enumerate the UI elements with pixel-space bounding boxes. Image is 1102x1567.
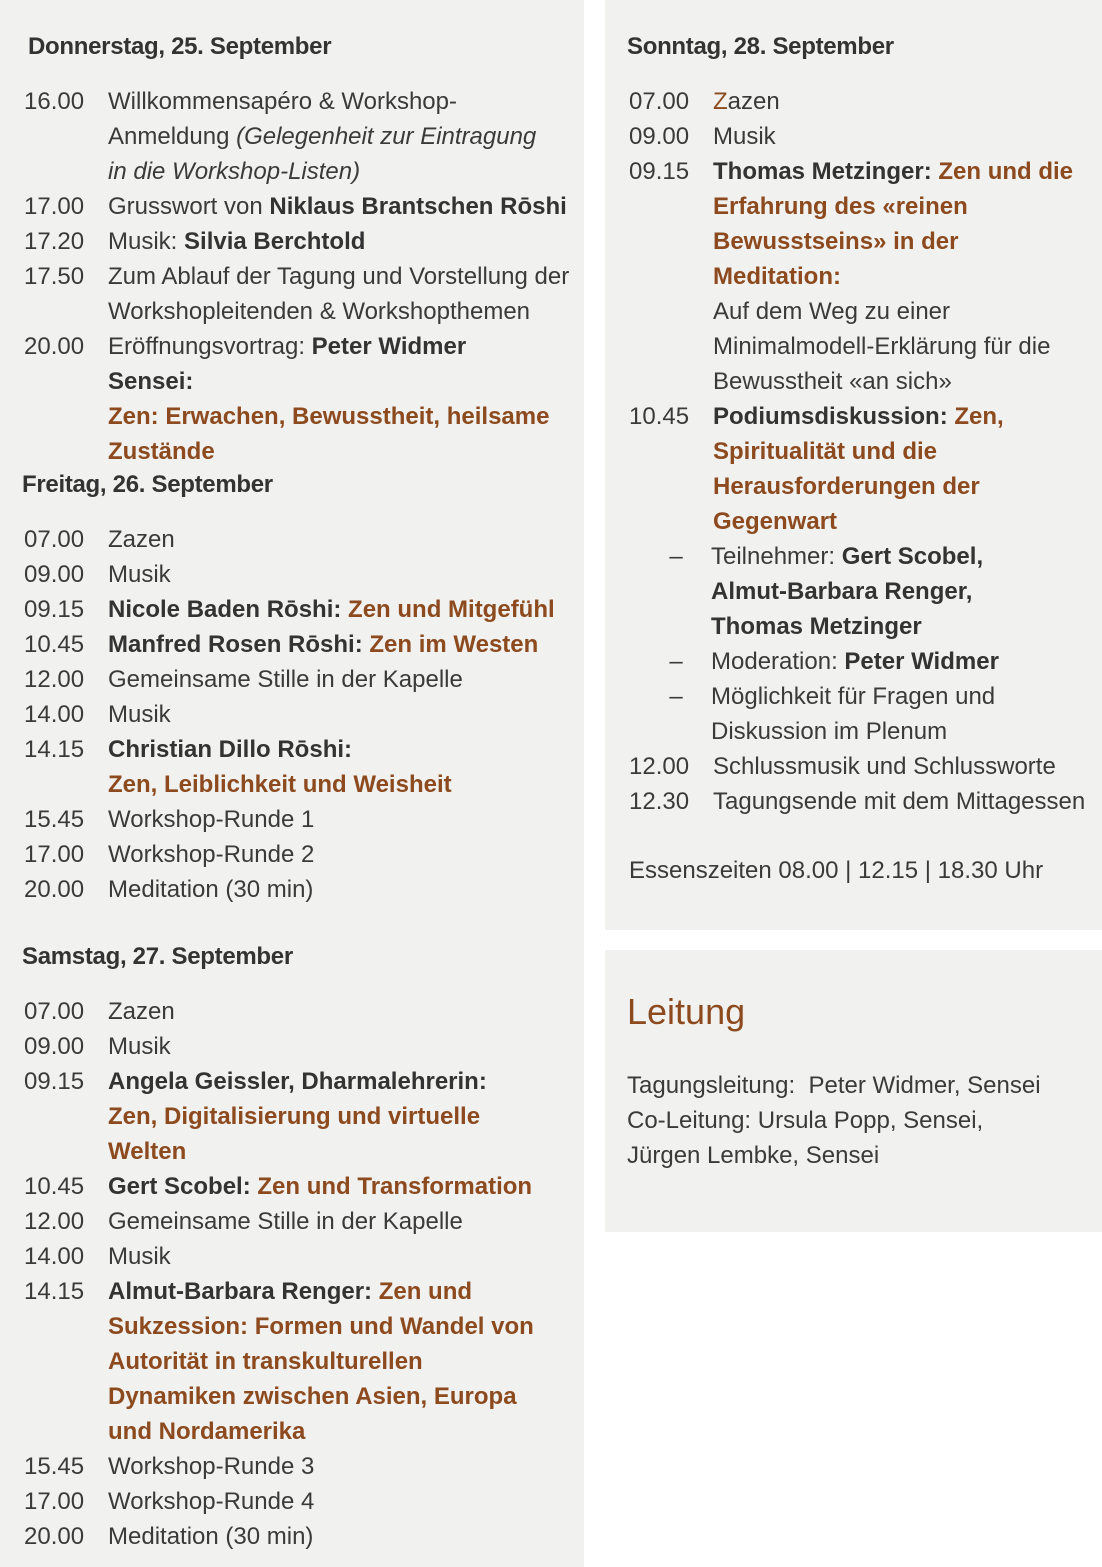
- entry-time: 14.15: [24, 736, 85, 763]
- entry-text: Zum Ablauf der Tagung und Vorstellung der Workshopleitenden & Workshopthemen: [108, 263, 570, 325]
- schedule-entry: [22, 872, 580, 907]
- schedule-entry: [22, 557, 580, 592]
- schedule-entry: [22, 1029, 580, 1064]
- entry-time: 07.00: [629, 88, 690, 115]
- schedule-entry: [627, 119, 1098, 154]
- entry-time: 20.00: [24, 1523, 85, 1550]
- entry-time: 17.50: [24, 263, 85, 290]
- day-thursday: [22, 32, 580, 469]
- entry-text: Musik: [108, 1243, 171, 1270]
- entry-speaker: Niklaus Brantschen Rōshi: [269, 193, 567, 220]
- day-title: Donnerstag, 25. September: [28, 33, 332, 60]
- entry-time: 16.00: [24, 88, 85, 115]
- sub-entry: [627, 539, 1098, 644]
- entry-text: azen: [727, 88, 780, 115]
- entry-time: 09.00: [24, 1033, 85, 1060]
- schedule-entry: [22, 697, 580, 732]
- schedule-entry: [22, 1274, 580, 1449]
- entry-time: 17.00: [24, 193, 85, 220]
- meal-times: Essenszeiten 08.00 | 12.15 | 18.30 Uhr: [629, 857, 1044, 884]
- entry-speaker: Manfred Rosen Rōshi:: [108, 631, 363, 658]
- schedule-entry: [22, 84, 580, 189]
- entry-text: Workshop-Runde 3: [108, 1453, 315, 1480]
- schedule-entry: [22, 1204, 580, 1239]
- entry-speaker: Angela Geissler, Dharmalehrerin:: [108, 1068, 487, 1095]
- schedule-entry: [22, 1064, 580, 1169]
- schedule-entry: [627, 749, 1098, 784]
- entry-time: 09.15: [24, 1068, 85, 1095]
- schedule-entry: [22, 1449, 580, 1484]
- entry-time: 15.45: [24, 1453, 85, 1480]
- entry-note: (Gelegenheit zur Eintragung in die Workshop-Listen): [108, 123, 537, 185]
- day-saturday: [22, 942, 580, 1554]
- entry-time: 10.45: [24, 631, 85, 658]
- leitung-title: Leitung: [627, 991, 746, 1032]
- entry-speaker: Peter Widmer Sensei:: [108, 333, 467, 395]
- entry-text: Möglichkeit für Fragen und Diskussion im Plenum: [711, 683, 996, 745]
- entry-time: 14.15: [24, 1278, 85, 1305]
- entry-time: 17.20: [24, 228, 85, 255]
- entry-speaker: Peter Widmer: [844, 648, 999, 675]
- entry-time: 17.00: [24, 1488, 85, 1515]
- schedule-entry: [22, 1239, 580, 1274]
- sub-entry: [627, 679, 1098, 749]
- schedule-entry: [22, 189, 580, 224]
- entry-time: 09.00: [629, 123, 690, 150]
- schedule-entry: [22, 592, 580, 627]
- entry-time: 10.45: [24, 1173, 85, 1200]
- entry-topic: Zen, Leiblichkeit und Weisheit: [108, 771, 452, 798]
- schedule-entry: [22, 837, 580, 872]
- schedule-entry: [22, 662, 580, 697]
- schedule-entry: [22, 1519, 580, 1554]
- schedule-entry: [22, 522, 580, 557]
- dash: –: [669, 683, 683, 710]
- entry-time: 12.00: [24, 1208, 85, 1235]
- schedule-entry: [22, 732, 580, 802]
- entry-text: Grusswort von: [108, 193, 270, 220]
- schedule-entry: [627, 154, 1098, 399]
- entry-time: 17.00: [24, 841, 85, 868]
- entry-topic: Zen, Digitalisierung und virtuelle Welten: [108, 1103, 481, 1165]
- entry-text: Teilnehmer:: [711, 543, 842, 570]
- schedule-entry: [22, 802, 580, 837]
- schedule-entry: [22, 627, 580, 662]
- schedule-entry: [627, 784, 1098, 819]
- day-title: Sonntag, 28. September: [627, 33, 894, 60]
- day-sunday: [627, 32, 1098, 888]
- leitung-line: Co-Leitung: Ursula Popp, Sensei,: [627, 1107, 984, 1134]
- leitung-line: Jürgen Lembke, Sensei: [627, 1142, 880, 1169]
- entry-initial: Z: [713, 88, 728, 115]
- entry-text: Gemeinsame Stille in der Kapelle: [108, 666, 463, 693]
- entry-speaker: Podiumsdiskussion:: [713, 403, 948, 430]
- entry-speaker: Nicole Baden Rōshi:: [108, 596, 342, 623]
- schedule-entry: [22, 1484, 580, 1519]
- entry-time: 07.00: [24, 998, 85, 1025]
- leitung-lines: [627, 1068, 1041, 1173]
- schedule-entry: [22, 259, 580, 329]
- entry-text: Musik: [108, 701, 171, 728]
- schedule-entry: [627, 84, 1098, 119]
- schedule-entry: [22, 224, 580, 259]
- dash: –: [669, 648, 683, 675]
- entry-text: Zazen: [108, 998, 175, 1025]
- entry-time: 20.00: [24, 333, 85, 360]
- dash: –: [669, 543, 683, 570]
- schedule-entry: [22, 994, 580, 1029]
- entry-text: Zazen: [108, 526, 175, 553]
- entry-text: Workshop-Runde 1: [108, 806, 315, 833]
- entry-subtitle: Auf dem Weg zu einer Minimalmodell-Erklärung für die Bewusstheit «an sich»: [713, 298, 1051, 395]
- entry-speaker: Gert Scobel, Almut-Barbara Renger, Thomas Metzinger: [711, 543, 984, 640]
- entry-topic: Zen und Transformation: [257, 1173, 533, 1200]
- entry-time: 09.00: [24, 561, 85, 588]
- entry-text: Musik: [108, 1033, 171, 1060]
- entry-time: 09.15: [24, 596, 85, 623]
- entry-text: Musik: [713, 123, 776, 150]
- entry-speaker: Gert Scobel:: [108, 1173, 251, 1200]
- entry-time: 09.15: [629, 158, 690, 185]
- entry-text: Tagungsende mit dem Mittagessen: [713, 788, 1086, 815]
- entry-time: 15.45: [24, 806, 85, 833]
- entry-time: 10.45: [629, 403, 690, 430]
- leitung-panel: [605, 950, 1102, 1232]
- day-title: Freitag, 26. September: [22, 471, 273, 498]
- entry-topic: Zen: Erwachen, Bewusstheit, heilsame Zustände: [108, 403, 550, 465]
- entry-time: 12.30: [629, 788, 690, 815]
- entry-topic: Zen, Spiritualität und die Herausforderungen der Gegenwart: [713, 403, 1004, 535]
- entry-time: 12.00: [629, 753, 690, 780]
- entry-topic: Zen und Mitgefühl: [348, 596, 555, 623]
- entry-time: 07.00: [24, 526, 85, 553]
- sub-entry: [627, 644, 1098, 679]
- entry-text: Musik: [108, 561, 171, 588]
- entry-text: Musik:: [108, 228, 185, 255]
- entry-topic: Zen und Sukzession: Formen und Wandel von Autorität in transkulturellen Dynamiken zwischen Asien, Europa und Nordamerika: [108, 1278, 534, 1445]
- entry-topic: Zen und die Erfahrung des «reinen Bewusstseins» in der Meditation:: [713, 158, 1074, 290]
- schedule-entry: [22, 1169, 580, 1204]
- entry-text: Willkommensapéro & Workshop-Anmeldung: [108, 88, 457, 150]
- entry-text: Eröffnungsvortrag:: [108, 333, 312, 360]
- entry-text: Workshop-Runde 4: [108, 1488, 315, 1515]
- entry-text: Workshop-Runde 2: [108, 841, 315, 868]
- entry-time: 14.00: [24, 701, 85, 728]
- entry-speaker: Almut-Barbara Renger:: [108, 1278, 373, 1305]
- schedule-entry: [22, 329, 580, 469]
- day-friday: [22, 470, 580, 907]
- entry-text: Meditation (30 min): [108, 1523, 314, 1550]
- entry-text: Schlussmusik und Schlussworte: [713, 753, 1056, 780]
- entry-time: 14.00: [24, 1243, 85, 1270]
- entry-text: Gemeinsame Stille in der Kapelle: [108, 1208, 463, 1235]
- schedule-entry: [627, 399, 1098, 539]
- right-top-panel: [605, 0, 1102, 930]
- entry-text: Meditation (30 min): [108, 876, 314, 903]
- entry-time: 20.00: [24, 876, 85, 903]
- leitung-line: Tagungsleitung: Peter Widmer, Sensei: [627, 1072, 1041, 1099]
- entry-text: Moderation:: [711, 648, 845, 675]
- entry-time: 12.00: [24, 666, 85, 693]
- entry-speaker: Thomas Metzinger:: [713, 158, 932, 185]
- entry-speaker: Christian Dillo Rōshi:: [108, 736, 353, 763]
- entry-topic: Zen im Westen: [369, 631, 539, 658]
- entry-speaker: Silvia Berchtold: [184, 228, 366, 255]
- day-title: Samstag, 27. September: [22, 943, 293, 970]
